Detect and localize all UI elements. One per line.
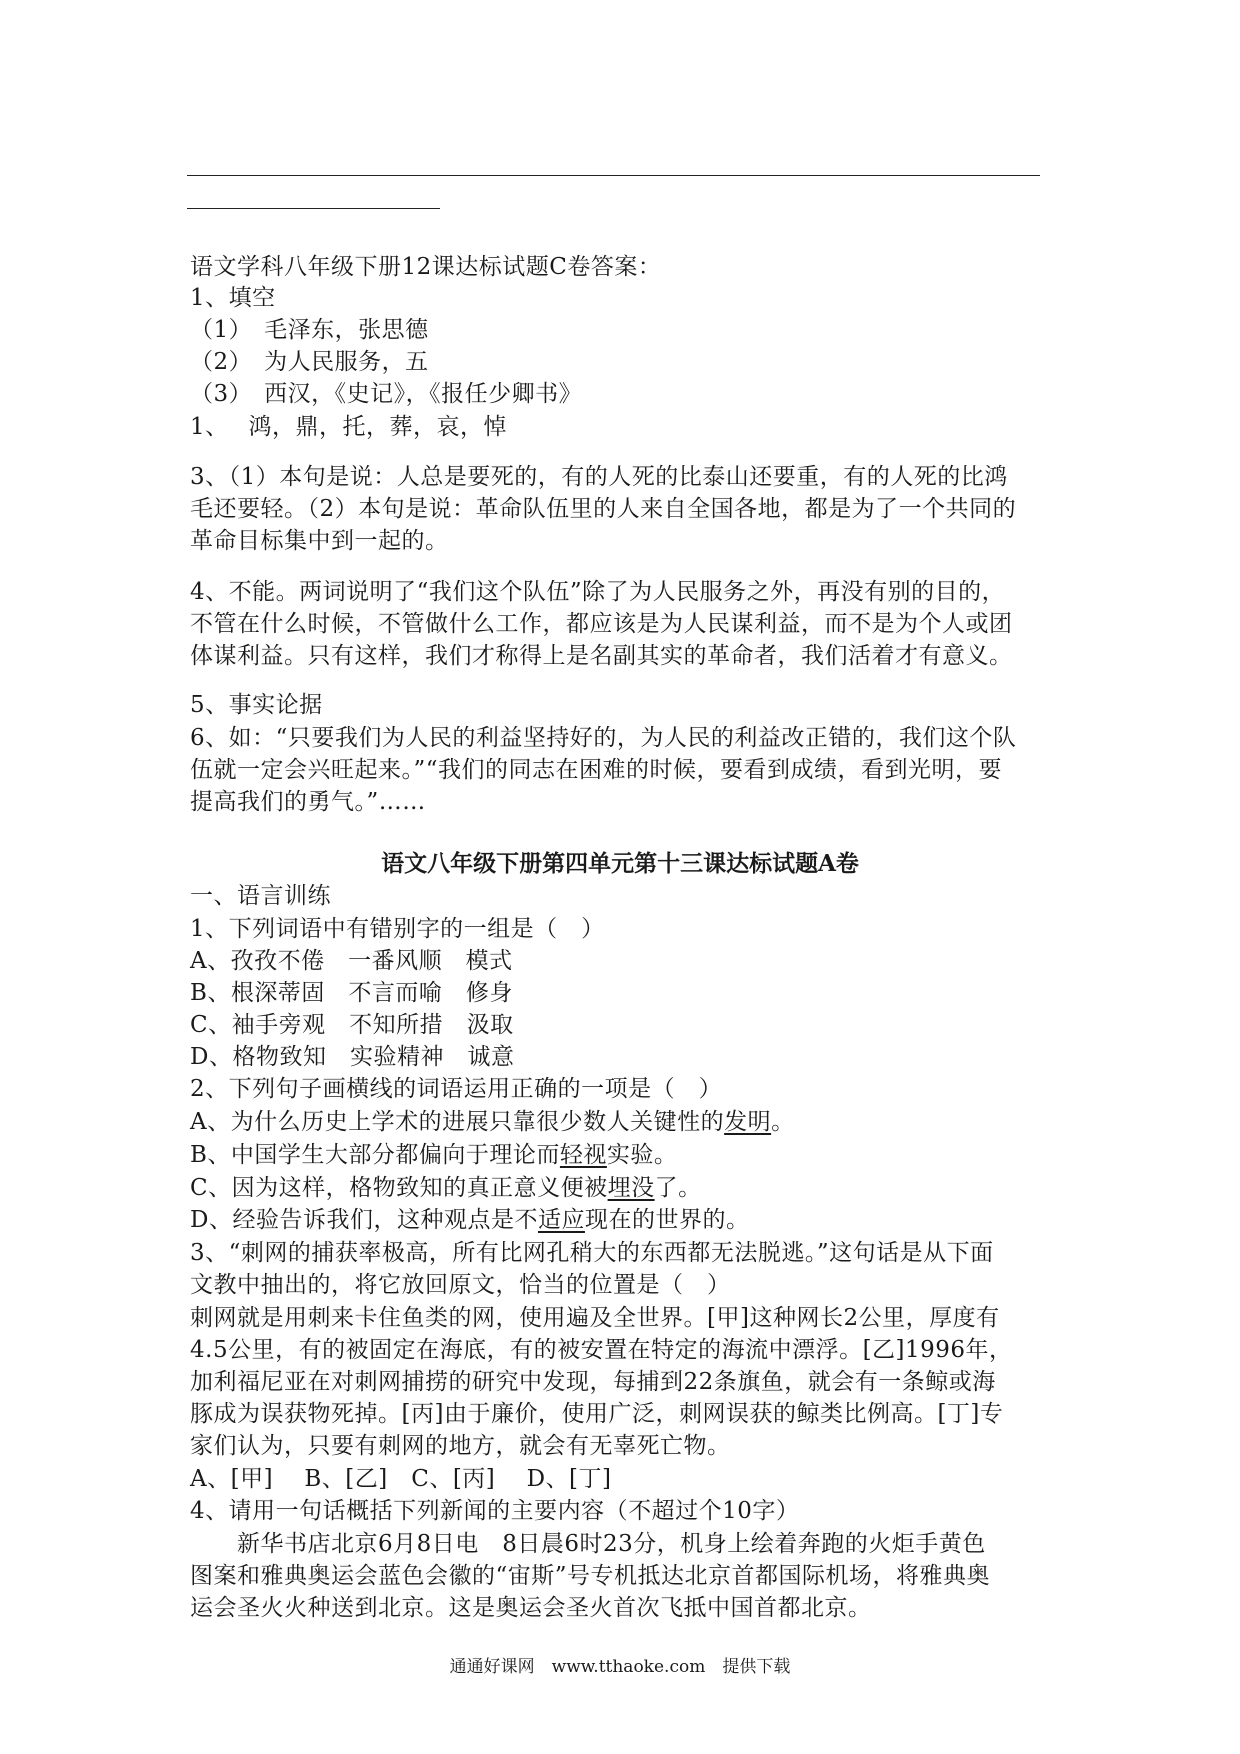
q2-option-c: C、因为这样，格物致知的真正意义便被埋没了。: [190, 1175, 702, 1201]
test-title: 语文八年级下册第四单元第十三课达标试题A卷: [381, 850, 859, 877]
q1-option: D、格物致知 实验精神 诚意: [190, 1044, 515, 1070]
q4-news-line: 新华书店北京6月8日电 8日晨6时23分，机身上绘着奔跑的火炬手黄色: [190, 1531, 986, 1557]
answer-q1-item: （3） 西汉，《史记》，《报任少卿书》: [190, 381, 583, 407]
part-heading: 一、语言训练: [190, 883, 331, 909]
q2-stem: 2、下列句子画横线的词语运用正确的一项是（ ）: [190, 1076, 723, 1102]
answer-q2: 1、 鸿，鼎，托，葬，哀，悼: [190, 414, 507, 440]
q3-passage-line: 4.5公里，有的被固定在海底，有的被安置在特定的海流中漂浮。[乙]1996年，: [190, 1337, 1013, 1363]
q4-news-line: 图案和雅典奥运会蓝色会徽的“宙斯”号专机抵达北京首都国际机场，将雅典奥: [190, 1563, 991, 1589]
q3-stem-line: 3、“刺网的捕获率极高，所有比网孔稍大的东西都无法脱逃。”这句话是从下面: [190, 1240, 994, 1266]
q4-stem: 4、请用一句话概括下列新闻的主要内容（不超过个10字）: [190, 1498, 800, 1524]
q1-option: A、孜孜不倦 一番风顺 模式: [190, 948, 513, 974]
q3-passage-line: 豚成为误获物死掉。[丙]由于廉价，使用广泛，刺网误获的鲸类比例高。[丁]专: [190, 1401, 1004, 1427]
q3-passage-line: 家们认为，只要有刺网的地方，就会有无辜死亡物。: [190, 1433, 731, 1459]
q3-options: A、[甲] B、[乙] C、[丙] D、[丁]: [190, 1466, 612, 1492]
underlined-word: 埋没: [607, 1175, 655, 1201]
top-rule-short: [187, 208, 440, 209]
answer-q4-line: 4、不能。两词说明了“我们这个队伍”除了为人民服务之外，再没有别的目的，: [190, 579, 1006, 605]
q3-passage-line: 加利福尼亚在对刺网捕捞的研究中发现，每捕到22条旗鱼，就会有一条鲸或海: [190, 1369, 996, 1395]
answer-q6-line: 6、如：“只要我们为人民的利益坚持好的，为人民的利益改正错的，我们这个队: [190, 725, 1017, 751]
q2-option-d: D、经验告诉我们，这种观点是不适应现在的世界的。: [190, 1207, 750, 1233]
top-rule-long: [187, 175, 1040, 176]
q1-stem: 1、下列词语中有错别字的一组是（ ）: [190, 916, 605, 942]
q2-option-b: B、中国学生大部分都偏向于理论而轻视实验。: [190, 1142, 678, 1168]
page-footer: 通通好课网 www.tthaoke.com 提供下载: [449, 1657, 791, 1677]
q3-stem-line: 文教中抽出的，将它放回原文，恰当的位置是（ ）: [190, 1272, 731, 1298]
answer-q6-line: 提高我们的勇气。”……: [190, 789, 426, 815]
answer-q4-line: 不管在什么时候，不管做什么工作，都应该是为人民谋利益，而不是为个人或团: [190, 611, 1013, 637]
answer-q1-item: （1） 毛泽东，张思德: [190, 317, 429, 343]
answer-q5: 5、事实论据: [190, 692, 323, 718]
q2-option-a: A、为什么历史上学术的进展只靠很少数人关键性的发明。: [190, 1109, 795, 1135]
answer-q1-label: 1、填空: [190, 285, 276, 311]
q1-option: B、根深蒂固 不言而喻 修身: [190, 980, 513, 1006]
answer-q4-line: 体谋利益。只有这样，我们才称得上是名副其实的革命者，我们活着才有意义。: [190, 643, 1013, 669]
answer-q1-item: （2） 为人民服务，五: [190, 349, 429, 375]
underlined-word: 轻视: [559, 1142, 607, 1168]
q4-news-line: 运会圣火火种送到北京。这是奥运会圣火首次飞抵中国首都北京。: [190, 1595, 872, 1621]
answer-q3-line: 毛还要轻。（2）本句是说：革命队伍里的人来自全国各地，都是为了一个共同的: [190, 496, 1017, 522]
answer-title: 语文学科八年级下册12课达标试题C卷答案：: [190, 254, 662, 280]
underlined-word: 适应: [537, 1207, 585, 1233]
answer-q6-line: 伍就一定会兴旺起来。”“我们的同志在困难的时候，要看到成绩，看到光明，要: [190, 757, 1003, 783]
q1-option: C、袖手旁观 不知所措 汲取: [190, 1012, 514, 1038]
underlined-word: 发明: [724, 1109, 772, 1135]
answer-q3-line: 3、（1）本句是说：人总是要死的，有的人死的比泰山还要重，有的人死的比鸿: [190, 464, 1008, 490]
answer-q3-line: 革命目标集中到一起的。: [190, 528, 449, 554]
q3-passage-line: 刺网就是用刺来卡住鱼类的网，使用遍及全世界。[甲]这种网长2公里，厚度有: [190, 1305, 1000, 1331]
